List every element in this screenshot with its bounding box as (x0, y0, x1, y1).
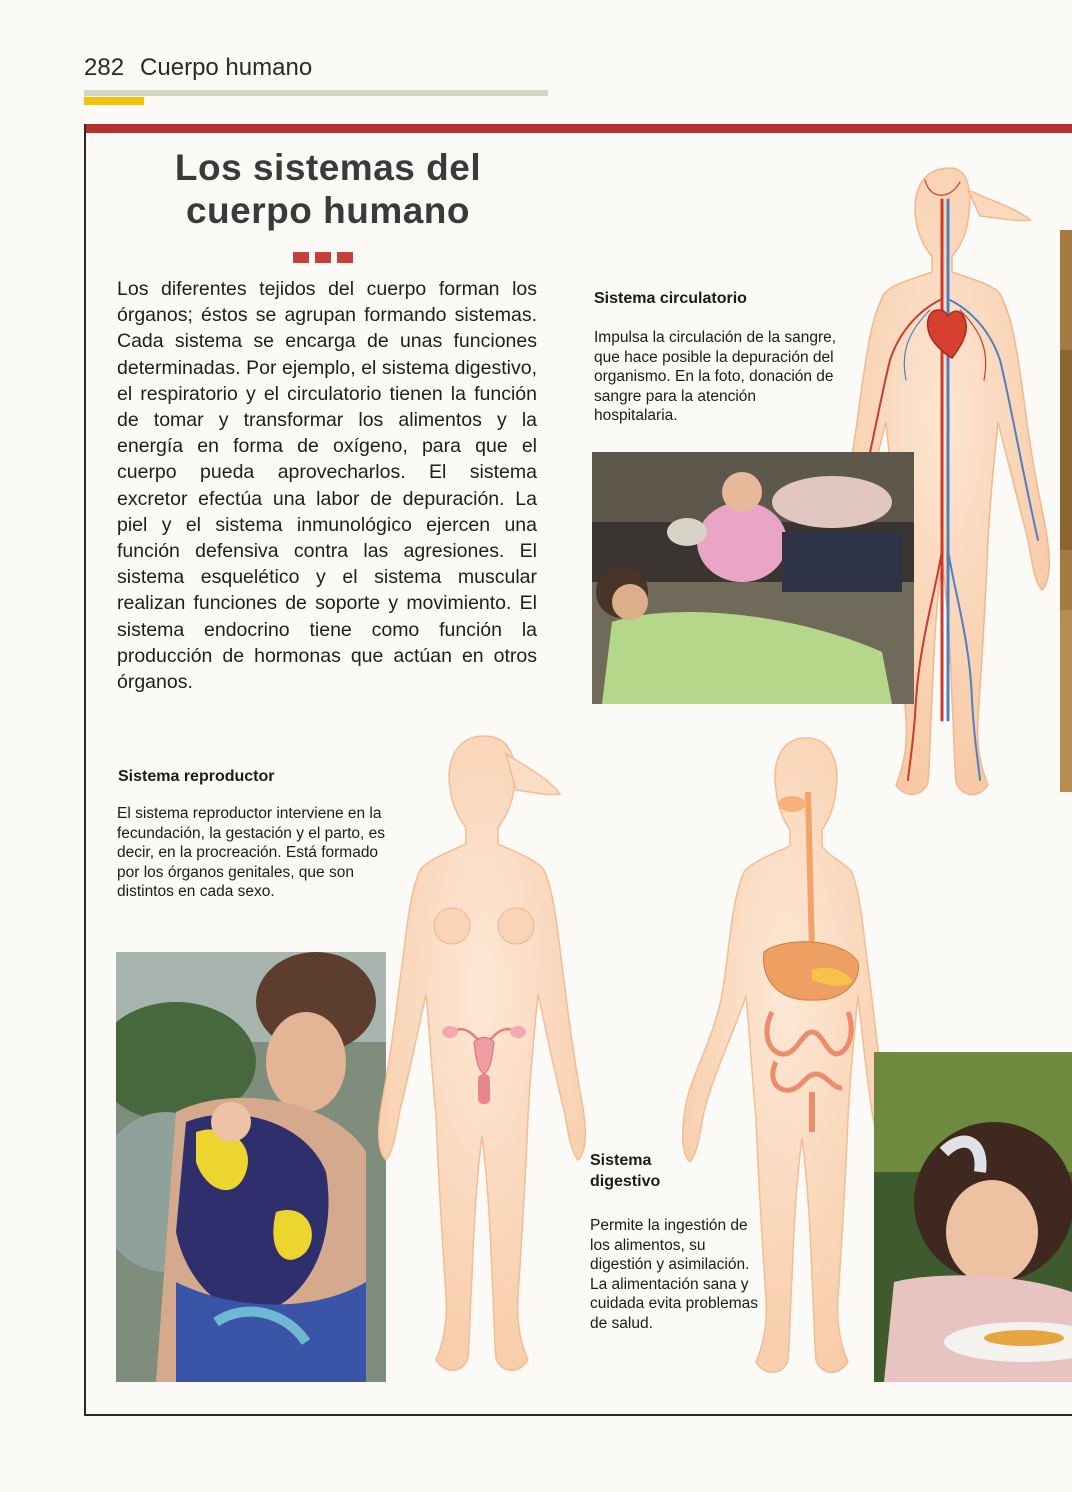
section-title: Cuerpo humano (140, 54, 313, 81)
ornament-square (315, 252, 331, 263)
frame-left-line (84, 124, 86, 1416)
blood-donation-photo (592, 452, 914, 704)
digestive-label-line-1: Sistema (590, 1152, 652, 1169)
reproductive-body-illustration (366, 730, 598, 1388)
frame-top-bar (84, 124, 1072, 133)
girl-eating-photo (874, 1052, 1072, 1382)
title-line-1: Los sistemas del (174, 147, 482, 188)
running-header (84, 54, 312, 82)
digestive-label-line-2: digestivo (590, 1173, 661, 1190)
article-title (110, 146, 546, 232)
edge-photo-strip (1060, 230, 1072, 792)
header-rule (84, 90, 548, 96)
title-line-2: cuerpo humano (185, 190, 471, 231)
circulatory-text: Impulsa la circulación de la sangre, que hace posible la depuración del organismo. En la foto, donación de sangre para la atención hospitalaria. (594, 329, 837, 424)
frame-bottom-line (84, 1414, 1072, 1416)
intro-paragraph: Los diferentes tejidos del cuerpo forman los órganos; éstos se agrupan formando sistemas. Cada sistema se encarga de unas funciones determinadas. Por ejemplo, el sistema digestivo, el respiratorio y el circulatorio tienen la función de tomar y transformar los alimentos y la energía en forma de oxígeno, para que el cuerpo pueda aprovecharlos. El sistema excretor efectúa una labor de depuración. La piel y el sistema inmunológico ejercen una función defensiva contra las agresiones. El sistema esquelético y el sistema muscular realizan funciones de soporte y movimiento. El sistema endocrino tiene como función la producción de hormonas que actúan en otros órganos. (117, 278, 537, 694)
header-accent-bar (84, 97, 144, 105)
circulatory-label: Sistema circulatorio (594, 290, 747, 307)
reproductive-text: El sistema reproductor interviene en la fecundación, la gestación y el parto, es decir, en la procreación. Está formado por los órganos genitales, que son distintos en cada sexo. (117, 805, 385, 900)
mother-baby-photo (116, 952, 386, 1382)
digestive-label (590, 1150, 660, 1192)
reproductive-label: Sistema reproductor (118, 768, 275, 785)
ornament-square (293, 252, 309, 263)
page-number: 282 (84, 54, 125, 81)
ornament-square (337, 252, 353, 263)
title-ornament (293, 250, 359, 268)
digestive-text: Permite la ingestión de los alimentos, su digestión y asimilación. La alimentación sana y cuidada evita problemas de salud. (590, 1217, 759, 1332)
